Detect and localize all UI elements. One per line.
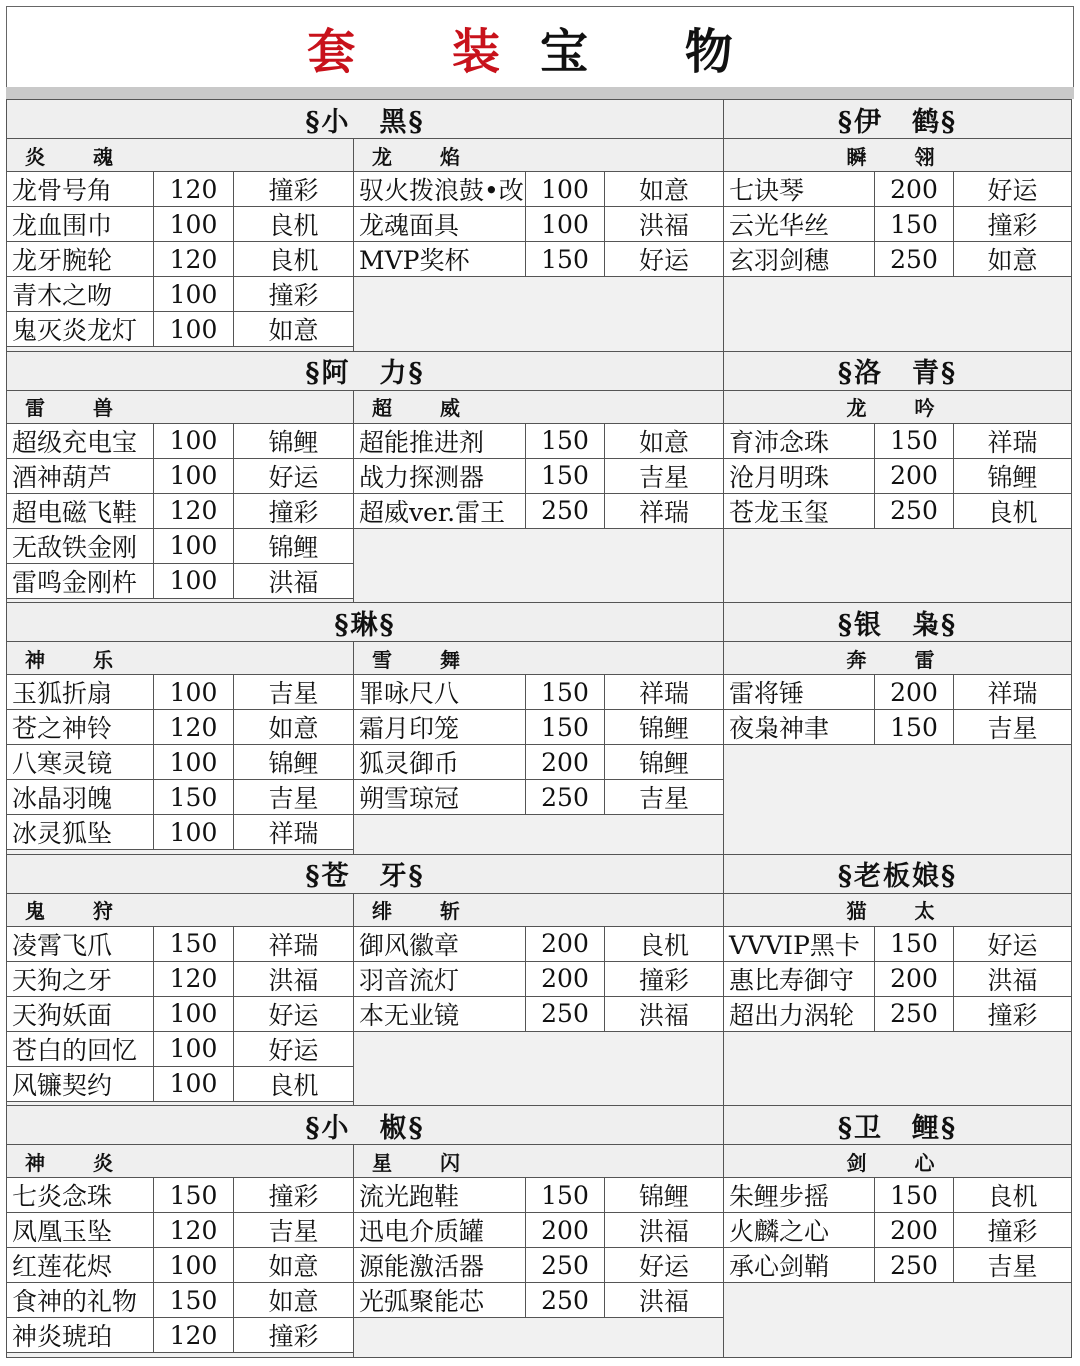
item-grid bbox=[6, 99, 1074, 1357]
item-value: 250 bbox=[525, 779, 605, 815]
item-tag: 撞彩 bbox=[953, 206, 1072, 242]
item-name: 苍之神铃 bbox=[6, 709, 154, 745]
section-header: §小 椒§ bbox=[6, 1105, 724, 1145]
empty-area bbox=[723, 1282, 1072, 1358]
section-header: §苍 牙§ bbox=[6, 854, 724, 894]
set-subtitle: 鬼 狩 bbox=[6, 893, 354, 927]
item-tag: 撞彩 bbox=[604, 961, 724, 997]
item-tag: 锦鲤 bbox=[604, 1177, 724, 1213]
item-value: 150 bbox=[525, 458, 605, 494]
item-tag: 锦鲤 bbox=[604, 709, 724, 745]
item-value: 200 bbox=[874, 961, 954, 997]
item-value: 200 bbox=[874, 674, 954, 710]
item-name: 凤凰玉坠 bbox=[6, 1212, 154, 1248]
empty-area bbox=[353, 276, 724, 352]
item-name: 本无业镜 bbox=[353, 996, 526, 1032]
empty-area bbox=[6, 1352, 354, 1358]
item-value: 250 bbox=[525, 996, 605, 1032]
set-subtitle: 雪 舞 bbox=[353, 641, 724, 675]
item-name: 玄羽剑穗 bbox=[723, 241, 875, 277]
item-tag: 祥瑞 bbox=[953, 674, 1072, 710]
item-name: MVP奖杯 bbox=[353, 241, 526, 277]
item-name: 育沛念珠 bbox=[723, 423, 875, 459]
item-tag: 好运 bbox=[233, 458, 354, 494]
item-name: 朔雪琼冠 bbox=[353, 779, 526, 815]
item-value: 120 bbox=[153, 1317, 234, 1353]
section-header: §阿 力§ bbox=[6, 351, 724, 391]
item-value: 120 bbox=[153, 961, 234, 997]
item-tag: 祥瑞 bbox=[604, 674, 724, 710]
item-tag: 吉星 bbox=[233, 674, 354, 710]
item-name: 无敌铁金刚 bbox=[6, 528, 154, 564]
item-tag: 祥瑞 bbox=[953, 423, 1072, 459]
section-header: §琳§ bbox=[6, 602, 724, 642]
section-header: §卫 鲤§ bbox=[723, 1105, 1072, 1145]
item-value: 150 bbox=[525, 1177, 605, 1213]
item-tag: 良机 bbox=[953, 493, 1072, 529]
empty-area bbox=[723, 1031, 1072, 1107]
empty-area bbox=[353, 1031, 724, 1107]
item-value: 100 bbox=[153, 814, 234, 850]
item-value: 200 bbox=[874, 171, 954, 207]
item-value: 150 bbox=[525, 423, 605, 459]
set-subtitle: 猫 太 bbox=[723, 893, 1072, 927]
item-value: 150 bbox=[525, 241, 605, 277]
item-name: 迅电介质罐 bbox=[353, 1212, 526, 1248]
item-tag: 洪福 bbox=[233, 563, 354, 599]
item-tag: 好运 bbox=[233, 996, 354, 1032]
item-name: 青木之吻 bbox=[6, 276, 154, 312]
item-name: 战力探测器 bbox=[353, 458, 526, 494]
item-name: 天狗妖面 bbox=[6, 996, 154, 1032]
item-value: 150 bbox=[874, 1177, 954, 1213]
item-tag: 锦鲤 bbox=[953, 458, 1072, 494]
item-tag: 撞彩 bbox=[233, 1177, 354, 1213]
set-subtitle: 剑 心 bbox=[723, 1144, 1072, 1178]
item-name: VVVIP黑卡 bbox=[723, 926, 875, 962]
item-name: 惠比寿御守 bbox=[723, 961, 875, 997]
item-value: 120 bbox=[153, 709, 234, 745]
set-subtitle: 瞬 翎 bbox=[723, 138, 1072, 172]
section-header: §老板娘§ bbox=[723, 854, 1072, 894]
item-name: 霜月印笼 bbox=[353, 709, 526, 745]
item-name: 驭火拨浪鼓•改 bbox=[353, 171, 526, 207]
item-tag: 锦鲤 bbox=[233, 423, 354, 459]
set-subtitle: 神 炎 bbox=[6, 1144, 354, 1178]
item-value: 150 bbox=[874, 926, 954, 962]
item-tag: 祥瑞 bbox=[604, 493, 724, 529]
item-name: 苍白的回忆 bbox=[6, 1031, 154, 1067]
item-name: 鬼灭炎龙灯 bbox=[6, 311, 154, 347]
set-subtitle: 龙 焰 bbox=[353, 138, 724, 172]
item-value: 100 bbox=[153, 206, 234, 242]
item-name: 超电磁飞鞋 bbox=[6, 493, 154, 529]
item-value: 150 bbox=[153, 1282, 234, 1318]
item-name: 雷鸣金刚杵 bbox=[6, 563, 154, 599]
section-header: §银 枭§ bbox=[723, 602, 1072, 642]
item-value: 150 bbox=[874, 206, 954, 242]
set-subtitle: 雷 兽 bbox=[6, 390, 354, 424]
item-tag: 洪福 bbox=[604, 1282, 724, 1318]
empty-area bbox=[353, 528, 724, 604]
item-name: 流光跑鞋 bbox=[353, 1177, 526, 1213]
item-value: 250 bbox=[874, 493, 954, 529]
item-tag: 洪福 bbox=[604, 996, 724, 1032]
item-value: 100 bbox=[525, 171, 605, 207]
item-name: 凌霄飞爪 bbox=[6, 926, 154, 962]
item-value: 100 bbox=[153, 276, 234, 312]
section-header: §小 黑§ bbox=[6, 99, 724, 139]
item-tag: 如意 bbox=[953, 241, 1072, 277]
item-name: 龙牙腕轮 bbox=[6, 241, 154, 277]
item-value: 120 bbox=[153, 1212, 234, 1248]
item-name: 红莲花烬 bbox=[6, 1247, 154, 1283]
item-name: 冰晶羽魄 bbox=[6, 779, 154, 815]
set-subtitle: 神 乐 bbox=[6, 641, 354, 675]
item-value: 150 bbox=[874, 423, 954, 459]
item-tag: 良机 bbox=[604, 926, 724, 962]
item-name: 朱鲤步摇 bbox=[723, 1177, 875, 1213]
item-tag: 好运 bbox=[953, 171, 1072, 207]
set-subtitle: 星 闪 bbox=[353, 1144, 724, 1178]
item-tag: 吉星 bbox=[953, 709, 1072, 745]
item-value: 100 bbox=[153, 674, 234, 710]
set-subtitle: 龙 吟 bbox=[723, 390, 1072, 424]
set-subtitle: 奔 雷 bbox=[723, 641, 1072, 675]
item-name: 天狗之牙 bbox=[6, 961, 154, 997]
item-name: 超级充电宝 bbox=[6, 423, 154, 459]
item-tag: 撞彩 bbox=[233, 493, 354, 529]
item-name: 超出力涡轮 bbox=[723, 996, 875, 1032]
item-name: 食神的礼物 bbox=[6, 1282, 154, 1318]
item-value: 120 bbox=[153, 241, 234, 277]
item-value: 250 bbox=[874, 1247, 954, 1283]
item-value: 100 bbox=[153, 1247, 234, 1283]
item-tag: 如意 bbox=[604, 423, 724, 459]
empty-area bbox=[723, 276, 1072, 352]
item-tag: 如意 bbox=[233, 1247, 354, 1283]
empty-area bbox=[723, 528, 1072, 604]
item-tag: 祥瑞 bbox=[233, 814, 354, 850]
item-tag: 吉星 bbox=[604, 779, 724, 815]
item-value: 100 bbox=[153, 1066, 234, 1102]
item-value: 100 bbox=[153, 311, 234, 347]
item-tag: 吉星 bbox=[953, 1247, 1072, 1283]
item-value: 100 bbox=[153, 423, 234, 459]
item-name: 光弧聚能芯 bbox=[353, 1282, 526, 1318]
item-value: 100 bbox=[153, 563, 234, 599]
item-tag: 洪福 bbox=[604, 206, 724, 242]
item-name: 神炎琥珀 bbox=[6, 1317, 154, 1353]
item-name: 冰灵狐坠 bbox=[6, 814, 154, 850]
item-value: 100 bbox=[525, 206, 605, 242]
item-name: 龙骨号角 bbox=[6, 171, 154, 207]
item-name: 狐灵御币 bbox=[353, 744, 526, 780]
item-name: 承心剑鞘 bbox=[723, 1247, 875, 1283]
item-tag: 锦鲤 bbox=[233, 744, 354, 780]
item-tag: 洪福 bbox=[233, 961, 354, 997]
item-name: 源能激活器 bbox=[353, 1247, 526, 1283]
item-name: 火麟之心 bbox=[723, 1212, 875, 1248]
item-tag: 如意 bbox=[233, 311, 354, 347]
item-name: 八寒灵镜 bbox=[6, 744, 154, 780]
item-value: 150 bbox=[153, 926, 234, 962]
item-name: 夜枭神聿 bbox=[723, 709, 875, 745]
item-name: 罪咏尺八 bbox=[353, 674, 526, 710]
item-value: 150 bbox=[874, 709, 954, 745]
item-tag: 如意 bbox=[604, 171, 724, 207]
empty-area bbox=[723, 744, 1072, 855]
item-tag: 良机 bbox=[233, 1066, 354, 1102]
item-value: 250 bbox=[525, 1282, 605, 1318]
title-part-2: 宝 物 bbox=[540, 23, 773, 80]
item-value: 150 bbox=[153, 779, 234, 815]
empty-area bbox=[353, 814, 724, 855]
item-value: 250 bbox=[525, 1247, 605, 1283]
item-value: 200 bbox=[525, 1212, 605, 1248]
set-subtitle: 超 威 bbox=[353, 390, 724, 424]
item-tag: 良机 bbox=[233, 241, 354, 277]
item-tag: 祥瑞 bbox=[233, 926, 354, 962]
item-value: 200 bbox=[874, 458, 954, 494]
item-value: 150 bbox=[525, 709, 605, 745]
item-name: 七炎念珠 bbox=[6, 1177, 154, 1213]
item-tag: 撞彩 bbox=[233, 1317, 354, 1353]
item-name: 雷将锤 bbox=[723, 674, 875, 710]
item-name: 云光华丝 bbox=[723, 206, 875, 242]
set-subtitle: 绯 斩 bbox=[353, 893, 724, 927]
item-value: 150 bbox=[153, 1177, 234, 1213]
item-value: 200 bbox=[525, 926, 605, 962]
item-tag: 撞彩 bbox=[953, 1212, 1072, 1248]
item-tag: 如意 bbox=[233, 709, 354, 745]
item-tag: 吉星 bbox=[604, 458, 724, 494]
item-tag: 良机 bbox=[233, 206, 354, 242]
section-header: §洛 青§ bbox=[723, 351, 1072, 391]
item-value: 100 bbox=[153, 458, 234, 494]
item-name: 龙魂面具 bbox=[353, 206, 526, 242]
item-tag: 好运 bbox=[233, 1031, 354, 1067]
item-tag: 洪福 bbox=[953, 961, 1072, 997]
item-tag: 好运 bbox=[604, 241, 724, 277]
item-value: 100 bbox=[153, 528, 234, 564]
item-value: 200 bbox=[525, 744, 605, 780]
item-name: 风镰契约 bbox=[6, 1066, 154, 1102]
item-name: 酒神葫芦 bbox=[6, 458, 154, 494]
item-name: 七诀琴 bbox=[723, 171, 875, 207]
item-name: 玉狐折扇 bbox=[6, 674, 154, 710]
item-tag: 洪福 bbox=[604, 1212, 724, 1248]
item-tag: 撞彩 bbox=[953, 996, 1072, 1032]
item-value: 250 bbox=[874, 996, 954, 1032]
item-tag: 吉星 bbox=[233, 1212, 354, 1248]
page-title bbox=[6, 6, 1074, 88]
item-name: 御风徽章 bbox=[353, 926, 526, 962]
item-name: 羽音流灯 bbox=[353, 961, 526, 997]
item-tag: 锦鲤 bbox=[604, 744, 724, 780]
item-tag: 好运 bbox=[953, 926, 1072, 962]
empty-area bbox=[353, 1317, 724, 1358]
item-value: 200 bbox=[525, 961, 605, 997]
item-value: 100 bbox=[153, 1031, 234, 1067]
item-tag: 良机 bbox=[953, 1177, 1072, 1213]
item-name: 龙血围巾 bbox=[6, 206, 154, 242]
item-value: 120 bbox=[153, 493, 234, 529]
item-value: 250 bbox=[874, 241, 954, 277]
item-name: 超威ver.雷王 bbox=[353, 493, 526, 529]
item-name: 沧月明珠 bbox=[723, 458, 875, 494]
item-tag: 撞彩 bbox=[233, 276, 354, 312]
title-part-1: 套 装 bbox=[307, 23, 540, 80]
item-value: 200 bbox=[874, 1212, 954, 1248]
item-name: 超能推进剂 bbox=[353, 423, 526, 459]
item-tag: 锦鲤 bbox=[233, 528, 354, 564]
item-name: 苍龙玉玺 bbox=[723, 493, 875, 529]
item-value: 250 bbox=[525, 493, 605, 529]
item-value: 150 bbox=[525, 674, 605, 710]
set-subtitle: 炎 魂 bbox=[6, 138, 354, 172]
item-value: 120 bbox=[153, 171, 234, 207]
item-tag: 吉星 bbox=[233, 779, 354, 815]
item-value: 100 bbox=[153, 744, 234, 780]
item-tag: 撞彩 bbox=[233, 171, 354, 207]
section-header: §伊 鹤§ bbox=[723, 99, 1072, 139]
item-value: 100 bbox=[153, 996, 234, 1032]
item-tag: 如意 bbox=[233, 1282, 354, 1318]
title-divider bbox=[6, 87, 1074, 99]
item-tag: 好运 bbox=[604, 1247, 724, 1283]
